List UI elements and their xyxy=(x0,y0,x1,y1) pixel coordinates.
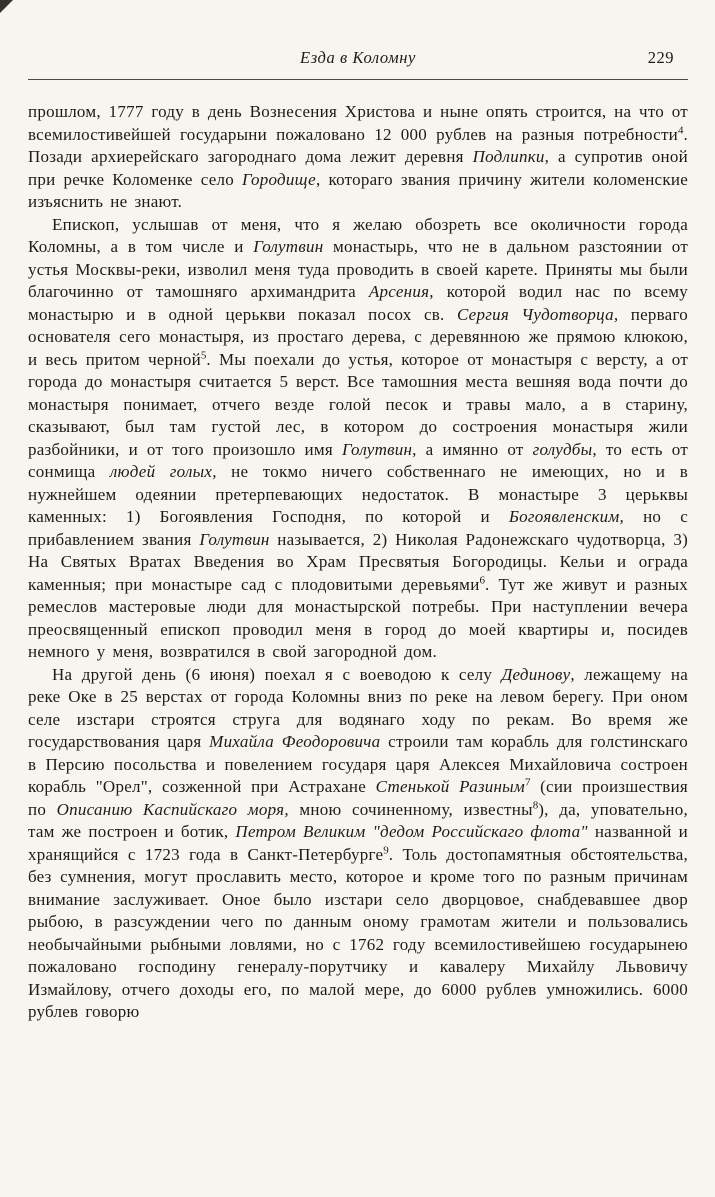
running-title: Езда в Коломну xyxy=(300,48,416,67)
text-run: (сии произшествия по xyxy=(28,777,688,819)
text-run: , котораго звания причину жители коломенские изъяснить не знают. xyxy=(28,169,688,211)
italic-text-run: Подлипки xyxy=(472,147,545,166)
text-run: перваго основателя сего монастыря, из простаго дерева, с деревянною же прямою клюкою, и весь притом черной xyxy=(28,304,689,369)
italic-text-run: Голутвин xyxy=(253,237,324,256)
italic-text-run: голудбы xyxy=(532,439,593,459)
footnote-reference: 9 xyxy=(383,843,389,856)
text-run: . Позади архиерейскаго загороднаго дома лежит деревня xyxy=(28,124,688,166)
italic-text-run: Городище xyxy=(241,169,316,189)
italic-text-run: Голутвин xyxy=(341,439,413,459)
text-run: называется, 2) Николая Радонежскаго чудотворца, 3) На Святых Вратах Введения во Храм Пресвятыя Богородицы. Кельи и ограда каменныя; при монастыре сад с плодовитыми деревьями xyxy=(28,529,688,594)
text-run: , а супротив оной при речке Коломенке село xyxy=(28,147,688,189)
text-run: На другой день (6 июня) поехал я с воеводою к селу xyxy=(52,664,502,684)
footnote-reference: 4 xyxy=(678,123,684,136)
footnote-reference: 5 xyxy=(200,348,207,361)
text-run: прошлом, 1777 году в день Вознесения Христова и ныне опять строится, на что от всемилостивейшей государыни пожаловано 12 000 рублев на разныя потребности xyxy=(28,102,688,144)
text-run: , а имянно от xyxy=(412,439,533,459)
text-run: мною сочиненному, известны xyxy=(288,799,533,819)
text-run: Епископ, услышав от меня, что я желаю обозреть все околичности города Коломны, а в том числе и xyxy=(28,214,688,256)
text-run: , лежащему на реке Оке в 25 верстах от города Коломны вниз по реке на левом берегу. При оном селе изстари строятся струга для водянаго ходу по рекам. Во время же государствования царя xyxy=(28,664,688,751)
text-run: строили там корабль для голстинскаго в Персию посольства и повелением государя царя Алексея Михайловича состроен корабль "Орел", созженной при Астрахане xyxy=(28,732,688,796)
italic-text-run: Михайла Феодоровича xyxy=(209,732,381,751)
footnote-reference: 7 xyxy=(525,776,531,789)
page-body xyxy=(28,80,688,1024)
page-header xyxy=(28,48,688,70)
text-run: . Толь достопамятныя обстоятельства, без сумнения, могут прославить место, которое и кроме того по разным причинам внимание заслуживает. Оное было изстари село дворцовое, снабдевавшее двор рыбою, в разсуждении чего по данным оному грамотам жители и пользовались необычайными рыбными ловлями, но с 1762 году всемилостивейшею государынею пожаловано господину генералу-порутчику и кавалеру Михайлу Львовичу Измайлову, отчего доходы его, по малой мере, до 6000 рублев умножились. 6000 рублев говорю xyxy=(28,844,688,1021)
text-run: , которой водил нас по всему монастырю и в одной церькви показал посох св. xyxy=(28,282,688,324)
footnote-reference: 8 xyxy=(532,798,539,811)
text-run: . Мы поехали до устья, которое от монастыря с версту, а от города до монастыря считается 5 верст. Все тамошния места вешняя вода почти до монастыря понимает, отчего везде голой песок и травы мало, а в старину, сказывают, был там густой лес, в котором до состроения монастыря жили разбойники, и от того произошло имя xyxy=(28,349,688,459)
text-run: . Тут же живут и разных ремеслов мастеровые люди для монастырской потребы. При наступлении вечера преосвященный епископ проводил меня в город до моей квартиры и, посидев немного у меня, возвратился в свой загородной дом. xyxy=(28,574,688,661)
page-number: 229 xyxy=(647,48,674,67)
italic-text-run: Сергия Чудотворца, xyxy=(456,304,619,324)
italic-text-run: Петром Великим "дедом Российскаго флота" xyxy=(235,822,588,841)
italic-text-run: Дединову xyxy=(501,664,571,684)
paragraph xyxy=(28,214,688,664)
text-run: названной и хранящийся с 1723 года в Санкт-Петербурге xyxy=(28,822,688,864)
italic-text-run: Богоявленским, xyxy=(508,507,625,526)
italic-text-run: людей голых, xyxy=(109,462,217,481)
italic-text-run: Стенькой Разиным xyxy=(375,777,526,796)
text-run: , то есть от сонмища xyxy=(28,439,688,481)
text-run: ), да, уповательно, там же построен и ботик, xyxy=(28,799,688,841)
italic-text-run: Голутвин xyxy=(199,529,270,549)
footnote-reference: 6 xyxy=(479,573,486,586)
scan-corner-artifact xyxy=(0,0,13,13)
paragraph xyxy=(28,664,688,1024)
text-run: но с прибавлением звания xyxy=(28,507,688,549)
text-run: монастырь, что не в дальном разстоянии от устья Москвы-реки, изволил меня туда проводить в своей карете. Приняты мы были благочинно от тамошняго архимандрита xyxy=(28,237,688,301)
paragraph xyxy=(28,101,688,214)
italic-text-run: Арсения xyxy=(368,282,430,301)
text-run: не токмо ничего собственнаго не имеющих, но и в нужнейшем одеянии претерпевающих недостаток. В монастыре 3 церьквы каменных: 1) Богоявления Господня, по которой и xyxy=(28,462,688,526)
italic-text-run: Описанию Каспийскаго моря, xyxy=(56,799,289,819)
